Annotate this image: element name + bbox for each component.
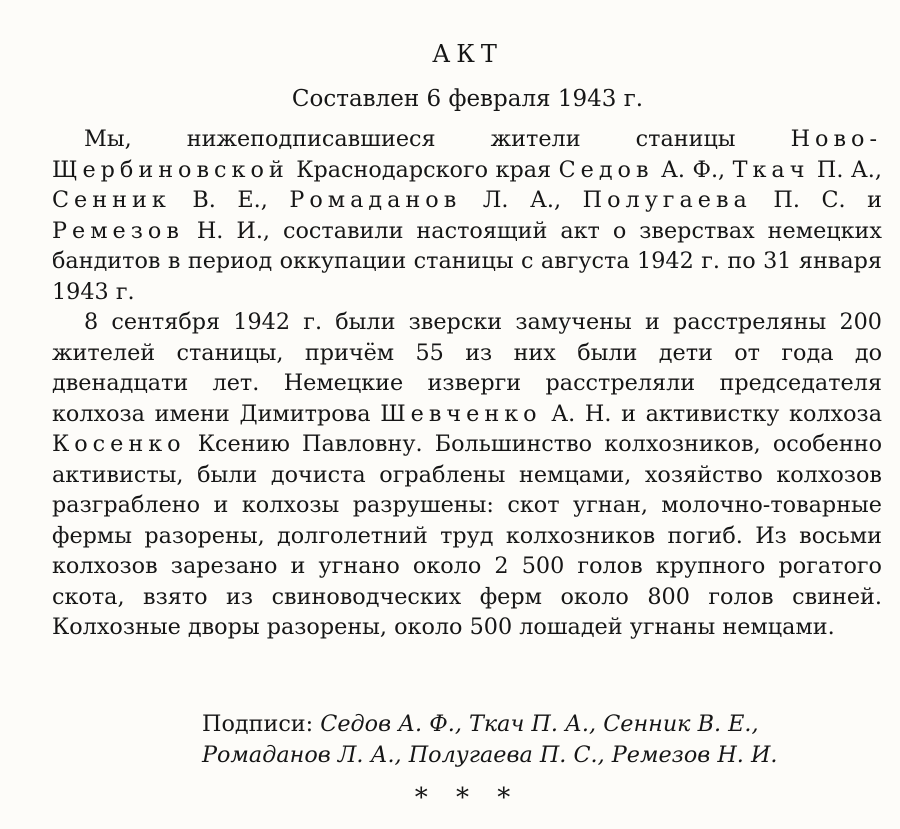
surname-shevchenko: Шевченко [380,400,542,427]
p2-text-1: 8 сентября 1942 г. были зверски замучены и расстреляны 200 жителей станицы, причём 55 из них были дети от года до двенадцати лет. Немецкие изверги расстреляли председателя колхоза имени Димитрова [52,309,882,427]
signature-names-1: Седов А. Ф., Ткач П. А., Сенник В. Е., [320,711,759,737]
p1-text-8: Н. И., составили настоящий акт о зверствах немецких бандитов в период оккупации станицы с августа 1942 г. по 31 января 1943 г. [52,217,882,305]
signature-line-1 [52,709,878,740]
p2-text-3: Ксению Павловну. Большинство колхозников, особенно активисты, были дочиста ограблены немцами, хозяйство колхозов разграблено и колхозы разрушены: скот угнан, молочно-товарные фермы разорены, долголетний труд колхозников погиб. Из восьми колхозов зарезано и угнано около 2 500 голов крупного рогатого скота, взято из свиноводческих ферм около 800 голов свиней. Колхозные дворы разорены, около 500 лошадей угнаны немцами. [52,431,882,640]
surname-tkach: Ткач [732,156,810,183]
p1-text-6: Л. А., [461,187,583,213]
surname-remezov: Ремезов [52,217,184,244]
surname-polugaeva: Полугаева [582,187,752,213]
p2-text-2: А. Н. и активистку колхоза [541,400,882,427]
signature-names-2: Ромаданов Л. А., Полугаева П. С., Ремезов Н. И. [202,741,778,768]
document-body [52,124,882,643]
p1-text-3: А. Ф., [653,156,733,183]
p1-text-1: Мы, нижеподписавшиеся жители станицы [84,126,791,152]
signatures-label: Подписи: [202,711,314,737]
p1-text-4: П. А., [809,156,882,183]
p1-text-2: Краснодарского края [288,156,559,183]
paragraph-2 [52,307,882,643]
asterism-separator: * * * [414,783,521,813]
stanitsa-name: Ново-Щербиновской [52,126,882,183]
surname-sedov: Седов [558,156,654,183]
surname-kosenko: Косенко [52,431,186,457]
surname-sennik: Сенник [52,187,171,213]
paragraph-1 [52,124,882,307]
signatures-block [52,709,878,770]
surname-romadanov: Ромаданов [289,187,462,213]
date-line: Составлен 6 февраля 1943 г. [291,86,644,112]
document-title: АКТ [432,40,503,68]
signature-line-2 [52,740,878,771]
p1-text-5: В. Е., [170,187,290,213]
p1-text-7: П. С. и [751,187,882,213]
